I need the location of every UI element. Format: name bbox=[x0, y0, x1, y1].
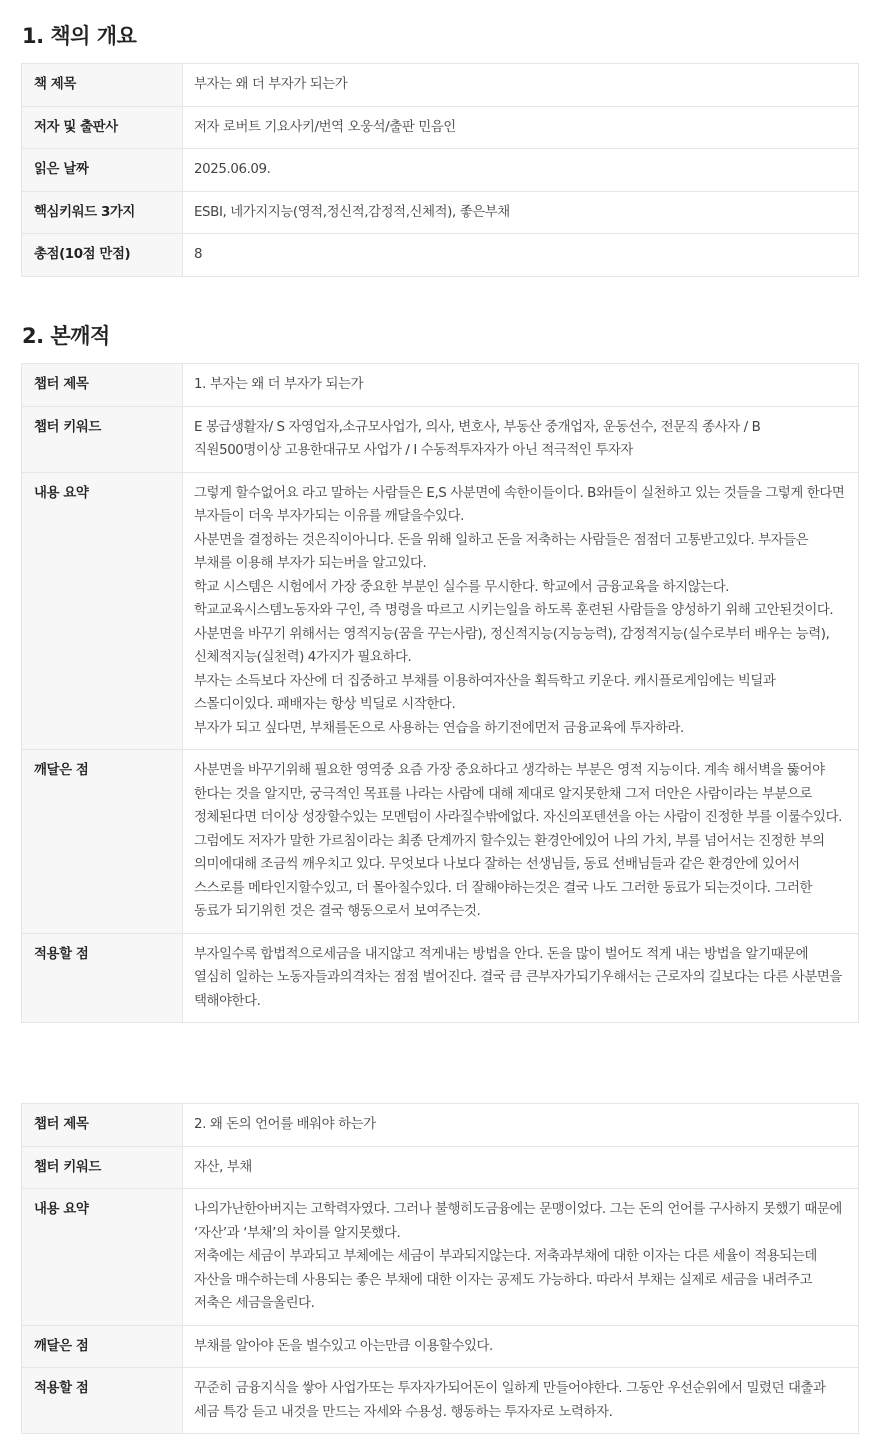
table-row bbox=[22, 406, 859, 472]
summary-line: 저축에는 세금이 부과되고 부체에는 세금이 부과되지않는다. 저축과부채에 대한 이자는 다른 세율이 적용되는데 자산을 매수하는데 사용되는 좋은 부채에 대한 이자는 공제도 가능하다. 따라서 부채는 실제로 세금을 내려주고 저축은 세금을올린다. bbox=[194, 1249, 817, 1311]
section-title-overview: 1. 책의 개요 bbox=[22, 24, 137, 48]
table-row bbox=[22, 750, 859, 934]
table-row bbox=[22, 1368, 859, 1434]
row-key: 챕터 키워드 bbox=[22, 1146, 183, 1189]
summary-value bbox=[183, 472, 859, 750]
row-value: 8 bbox=[183, 234, 859, 277]
row-value: 2025.06.09. bbox=[183, 149, 859, 192]
summary-line: 학교 시스템은 시험에서 가장 중요한 부분인 실수를 무시한다. 학교에서 금융교육을 하지않는다. bbox=[194, 579, 730, 595]
chapter-table-2 bbox=[21, 1103, 859, 1434]
table-row bbox=[22, 64, 859, 107]
table-row bbox=[22, 106, 859, 149]
apply-value: 부자일수록 합법적으로세금을 내지않고 적게내는 방법을 안다. 돈을 많이 벌어도 적게 내는 방법을 알기때문에 열심히 일하는 노동자들과의격차는 점점 벌어진다. 결국 큼 큰부자가되기우해서는 근로자의 길보다는 다른 사분면을 택해야한다. bbox=[183, 933, 859, 1023]
summary-line: 사분면을 결정하는 것은직이아니다. 돈을 위해 일하고 돈을 저축하는 사람들은 점점더 고통받고있다. 부자들은 부채를 이용해 부자가 되는버을 알고있다. bbox=[194, 532, 809, 571]
row-key: 챕터 제목 bbox=[22, 364, 183, 407]
section-title-bonkkaejeok: 2. 본깨적 bbox=[22, 324, 110, 348]
summary-value bbox=[183, 1189, 859, 1326]
chapter-keyword-value: 자산, 부채 bbox=[183, 1146, 859, 1189]
row-key: 내용 요약 bbox=[22, 472, 183, 750]
table-row bbox=[22, 191, 859, 234]
row-value: 저자 로버트 기요사키/번역 오웅석/출판 민음인 bbox=[183, 106, 859, 149]
row-key: 책 제목 bbox=[22, 64, 183, 107]
row-value: 부자는 왜 더 부자가 되는가 bbox=[183, 64, 859, 107]
row-key: 총점(10점 만점) bbox=[22, 234, 183, 277]
row-key: 읽은 날짜 bbox=[22, 149, 183, 192]
row-key: 핵심키워드 3가지 bbox=[22, 191, 183, 234]
table-row bbox=[22, 1104, 859, 1147]
row-key: 적용할 점 bbox=[22, 933, 183, 1023]
chapter-table-1 bbox=[21, 363, 859, 1023]
overview-table bbox=[21, 63, 859, 277]
table-row bbox=[22, 234, 859, 277]
insight-value: 부채를 알아야 돈을 벌수있고 아는만큼 이용할수있다. bbox=[183, 1325, 859, 1368]
table-row bbox=[22, 149, 859, 192]
row-key: 깨달은 점 bbox=[22, 750, 183, 934]
summary-line: 사분면을 바꾸기 위해서는 영적지능(꿈을 꾸는사람), 정신적지능(지능능력), 감정적지능(실수로부터 배우는 능력),신체적지능(실천력) 4가지가 필요하다. bbox=[194, 626, 830, 665]
chapter-title-value: 2. 왜 돈의 언어를 배워야 하는가 bbox=[183, 1104, 859, 1147]
insight-value: 사분면을 바꾸기위해 필요한 영역중 요즘 가장 중요하다고 생각하는 부분은 영적 지능이다. 계속 해서벽을 뚫어야 한다는 것을 알지만, 궁극적인 목표를 나라는 사람에 대해 제대로 알지못한채 그저 더안은 사람이라는 부분으로 정체된다면 더이상 성장할수있는 모멘텀이 사라질수밖에없다. 자신의포텐션을 아는 사람이 진정한 부를 이룰수있다. 그럼에도 저자가 말한 가르침이라는 최종 단계까지 할수있는 환경안에있어 나의 가치, 부를 넘어서는 진정한 부의 의미에대해 조금씩 깨우치고 있다. 무엇보다 나보다 잘하는 선생님들, 동료 선배님들과 같은 환경안에 있어서 스스로를 메타인지할수있고, 더 몰아칠수있다. 더 잘해야하는것은 결국 나도 그러한 동료가 되는것이다. 그러한 동료가 되기위힌 것은 결국 행동으로서 보여주는것. bbox=[183, 750, 859, 934]
table-row bbox=[22, 364, 859, 407]
summary-line: 학교교육시스템노동자와 구인, 즉 명령을 따르고 시키는일을 하도록 훈련된 사람들을 양성하기 위해 고안된것이다. bbox=[194, 603, 834, 618]
table-row bbox=[22, 1325, 859, 1368]
table-row bbox=[22, 933, 859, 1023]
table-row bbox=[22, 1146, 859, 1189]
chapter-keyword-value: E 봉급생활자/ S 자영업자,소규모사업가, 의사, 변호사, 부동산 중개업자, 운동선수, 전문직 종사자 / B 직원500명이상 고용한대규모 사업가 / I 수동적투자자가 아닌 적극적인 투자자 bbox=[183, 406, 859, 472]
row-key: 깨달은 점 bbox=[22, 1325, 183, 1368]
row-key: 내용 요약 bbox=[22, 1189, 183, 1326]
chapter-title-value: 1. 부자는 왜 더 부자가 되는가 bbox=[183, 364, 859, 407]
row-key: 챕터 키워드 bbox=[22, 406, 183, 472]
summary-line: 나의가난한아버지는 고학력자였다. 그러나 불행히도금융에는 문맹이었다. 그는 돈의 언어를 구사하지 못했기 때문에 ‘자산’과 ‘부채’의 차이를 알지못했다. bbox=[194, 1202, 842, 1241]
row-key: 챕터 제목 bbox=[22, 1104, 183, 1147]
row-key: 저자 및 출판사 bbox=[22, 106, 183, 149]
summary-line: 부자는 소득보다 자산에 더 집중하고 부채를 이용하여자산을 획득학고 키운다. 캐시플로게임에는 빅딜과 스몰디이있다. 패배자는 항상 빅딜로 시작한다. bbox=[194, 673, 776, 712]
apply-value: 꾸준히 금융지식을 쌓아 사업가또는 투자자가되어돈이 일하게 만들어야한다. 그동안 우선순위에서 밀렸던 대출과 세금 특강 듣고 내것을 만드는 자세와 수용성. 행동하는 투자자로 노력하자. bbox=[183, 1368, 859, 1434]
row-value: ESBI, 네가지지능(영적,정신적,감정적,신체적), 좋은부채 bbox=[183, 191, 859, 234]
row-key: 적용할 점 bbox=[22, 1368, 183, 1434]
summary-line: 부자가 되고 싶다면, 부채를돈으로 사용하는 연습을 하기전에먼저 금융교육에 투자하라. bbox=[194, 720, 684, 736]
table-row bbox=[22, 472, 859, 750]
summary-line: 그렇게 할수없어요 라고 말하는 사람들은 E,S 사분면에 속한이들이다. B와I들이 실천하고 있는 것들을 그렇게 한다면 부자들이 더욱 부자가되는 이유를 깨달을수있다. bbox=[194, 485, 845, 524]
table-row bbox=[22, 1189, 859, 1326]
